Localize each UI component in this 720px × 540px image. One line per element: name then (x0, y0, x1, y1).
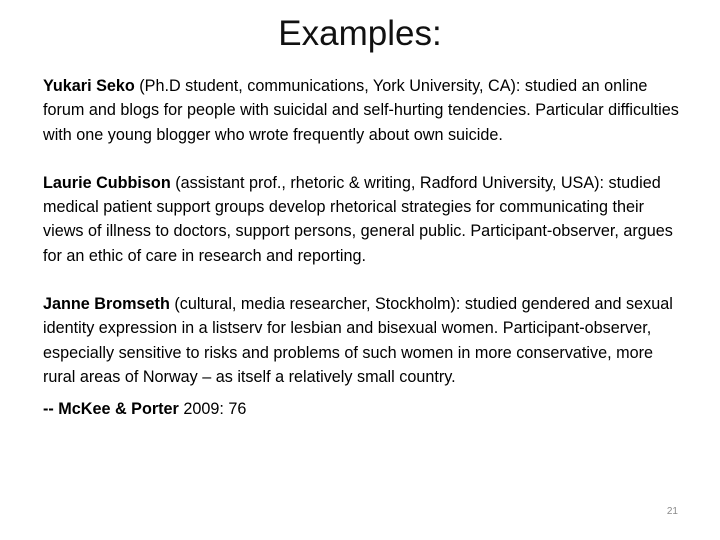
example-description: (assistant prof., rhetoric & writing, Radford University, USA): studied medical patient support groups develop rhetorical strategies for communicating their views of illness to doctors, support persons, general public. Participant-observer, argues for an ethic of care in research and reporting. (43, 173, 673, 265)
example-name: Janne Bromseth (43, 295, 170, 314)
page-number: 21 (666, 506, 678, 517)
citation-authors: -- McKee & Porter (43, 400, 179, 419)
example-bromseth (43, 292, 679, 389)
example-description: (cultural, media researcher, Stockholm): studied gendered and sexual identity expression in a listserv for lesbian and bisexual women. Participant-observer, especially sensitive to risks and problems of such women in more conservative, more rural areas of Norway – as itself a relatively small country. (43, 295, 673, 386)
slide-title: Examples: (278, 14, 442, 53)
citation (43, 397, 679, 421)
example-description: (Ph.D student, communications, York University, CA): studied an online forum and blogs for people with suicidal and self-hurting tendencies. Particular difficulties with one young blogger who wrote frequently about own suicide. (43, 77, 679, 144)
example-name: Laurie Cubbison (43, 173, 171, 192)
citation-source: 2009: 76 (178, 400, 247, 419)
slide-body (43, 74, 679, 422)
example-seko (43, 74, 679, 147)
example-cubbison (43, 171, 679, 268)
example-name: Yukari Seko (43, 77, 135, 95)
